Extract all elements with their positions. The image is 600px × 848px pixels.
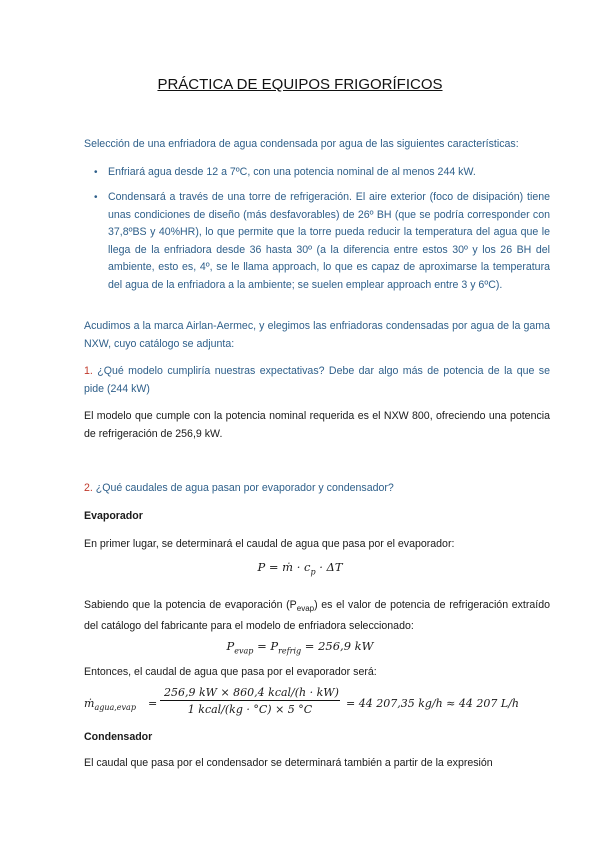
question-number: 2. — [84, 482, 93, 494]
condenser-paragraph: El caudal que pasa por el condensador se determinará también a partir de la expresión — [84, 757, 493, 769]
page-title: PRÁCTICA DE EQUIPOS FRIGORÍFICOS — [157, 76, 443, 93]
evaporator-paragraph: En primer lugar, se determinará el caudal de agua que pasa por el evaporador: — [84, 538, 455, 550]
bullet-icon: • — [94, 192, 98, 203]
evaporator-paragraph: Entonces, el caudal de agua que pasa por el evaporador será: — [84, 666, 377, 678]
question-text: ¿Qué caudales de agua pasan por evaporador y condensador? — [95, 482, 394, 494]
bullet-text: Condensará a través de una torre de refrigeración. El aire exterior (foco de disipación) tiene unas condiciones de diseño (más desfavorables) de 26º BH (que se podría corresponder con 37,8ºBS y 40%HR), lo que permite que la torre pueda reducir la temperatura del agua que le llega de la enfriadora desde 36 hasta 30º (a la diferencia entre estos 30º y los 26 BH del ambiente, esto es, 4º, se le llama approach, lo que es capaz de aproximarse la temperatura del agua de la enfriadora a la ambiente; se suelen emplear approach entre 3 y 6ºC). — [108, 191, 550, 291]
question-1 — [84, 363, 550, 398]
intro-paragraph: Selección de una enfriadora de agua condensada por agua de las siguientes características: — [84, 138, 519, 150]
equation-power: P = ṁ · $c_p \cdot \Delta T$ — [257, 560, 343, 577]
equation-evap-power: $P_{evap} = P_{refrig} = 256,9$ kW — [226, 639, 374, 656]
evaporator-heading: Evaporador — [84, 510, 143, 522]
question-number: 1. — [84, 365, 93, 377]
question-text: ¿Qué modelo cumpliría nuestras expectativas? Debe dar algo más de potencia de la que se pide (244 kW) — [84, 365, 550, 395]
question-2 — [84, 480, 550, 498]
catalog-paragraph: Acudimos a la marca Airlan-Aermec, y elegimos las enfriadoras condensadas por agua de la gama NXW, cuyo catálogo se adjunta: — [84, 320, 550, 350]
bullet-text: Enfriará agua desde 12 a 7ºC, con una potencia nominal de al menos 244 kW. — [108, 166, 476, 178]
bullet-icon: • — [94, 167, 98, 178]
condenser-heading: Condensador — [84, 731, 153, 743]
bullet-item — [94, 164, 550, 182]
answer-1: El modelo que cumple con la potencia nominal requerida es el NXW 800, ofreciendo una potencia de refrigeración de 256,9 kW. — [84, 410, 550, 440]
evaporator-paragraph: Sabiendo que la potencia de evaporación $(P_{evap})$ es el valor de potencia de refrigeración extraído del catálogo del fabricante para el modelo de enfriadora seleccionado: — [84, 599, 551, 632]
fraction: 256,9 kW × 860,4 kcal/(h · kW) 1 kcal/(kg · °C) × 5 °C — [160, 686, 340, 716]
equation-flow: ṁ$_{agua,evap}$ = 256,9 kW × 860,4 kcal/(h · kW) 1 kcal/(kg · °C) × 5 °C = 44 207,35 kg/h ≈ 44 207 L/h — [84, 686, 519, 716]
bullet-item — [94, 189, 550, 295]
